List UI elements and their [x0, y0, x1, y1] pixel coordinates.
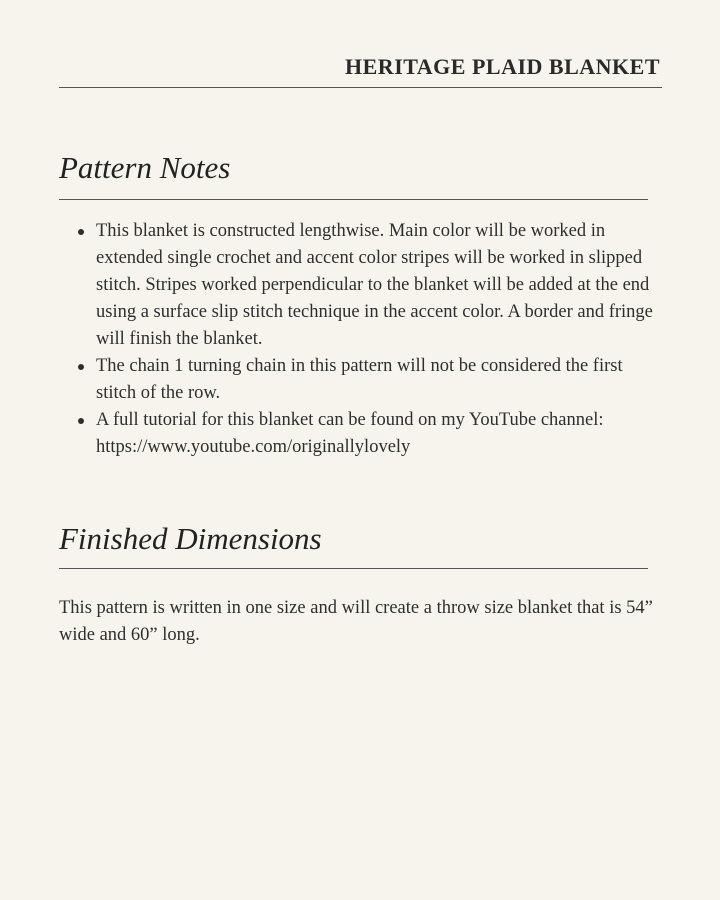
list-item	[96, 407, 659, 461]
list-item-text: A full tutorial for this blanket can be found on my YouTube channel: https://www.youtube.com/originallylovely	[96, 410, 604, 457]
list-item	[96, 353, 659, 407]
finished-dimensions-text: This pattern is written in one size and will create a throw size blanket that is 54” wide and 60” long.	[59, 598, 653, 645]
finished-dimensions-divider	[59, 568, 648, 569]
list-item-text: The chain 1 turning chain in this pattern will not be considered the first stitch of the row.	[96, 356, 623, 403]
bullet-icon	[78, 229, 84, 235]
pattern-notes-list	[59, 218, 659, 461]
header-divider	[59, 87, 662, 88]
list-item	[96, 218, 659, 353]
bullet-icon	[78, 364, 84, 370]
pattern-notes-divider	[59, 199, 648, 200]
bullet-icon	[78, 418, 84, 424]
pattern-notes-heading: Pattern Notes	[59, 150, 231, 185]
document-title: HERITAGE PLAID BLANKET	[345, 54, 660, 79]
list-item-text: This blanket is constructed lengthwise. Main color will be worked in extended single crochet and accent color stripes will be worked in slipped stitch. Stripes worked perpendicular to the blanket will be added at the end using a surface slip stitch technique in the accent color. A border and fringe will finish the blanket.	[96, 221, 653, 349]
finished-dimensions-heading: Finished Dimensions	[59, 521, 322, 556]
